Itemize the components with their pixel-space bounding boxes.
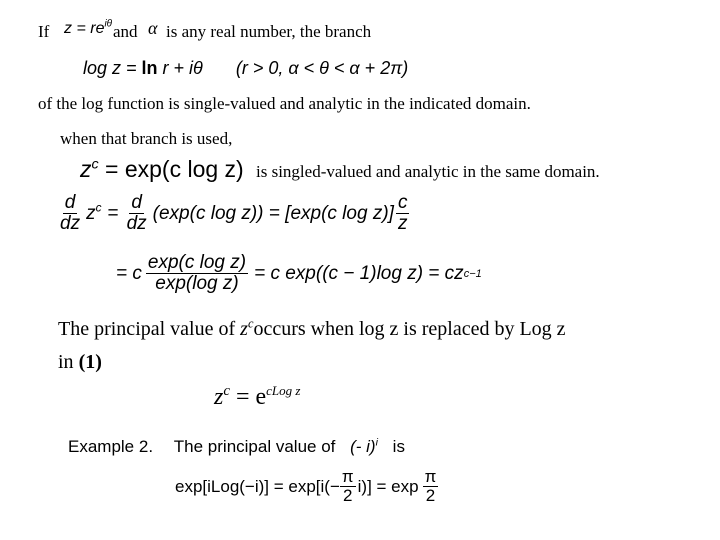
pi-over-two-1: $\frac{\pi}{2}$ <box>341 467 354 505</box>
zc-term: $z^c$ <box>86 201 102 224</box>
example-formula: exp[iLog(−i)] = exp[i(− $\frac{\pi}{2}$ i)] = exp $\frac{\pi}{2}$ <box>175 467 437 505</box>
equation-reference-line: in (1) <box>58 351 102 373</box>
branch-formula: log z = ln r + iθ (r > 0, α < θ < α + 2π) <box>83 58 409 78</box>
d-dz-fraction-2: $\frac{d}{dz}$ <box>126 192 147 234</box>
if-word: If <box>38 22 50 41</box>
branch-text: is any real number, the branch <box>166 22 372 41</box>
derivative-line-2: = c $\frac{\text{exp(c log z)}}{\text{exp(log z)}}$ = c exp((c − 1)log z) = cz c−1 <box>116 252 482 294</box>
example-expression: (- i)$^i$ <box>350 436 378 456</box>
alpha-symbol: α <box>148 18 158 38</box>
z-polar-form: $z = re^{i\theta}$ <box>64 18 113 37</box>
exp-ratio: $\frac{\text{exp(c log z)}}{\text{exp(log z)}}$ <box>147 252 247 294</box>
zc-definition: $z^c = \exp(c$ log z) <box>80 156 244 182</box>
equation-ref: (1) <box>78 351 102 373</box>
c-over-z: $\frac{c}{z}$ <box>397 192 408 234</box>
zc-definition-text: is singled-valued and analytic in the same domain. <box>256 162 600 181</box>
intro-line <box>38 18 372 42</box>
principal-value-line: The principal value of $z^coccurs$ when log z is replaced by Log z <box>58 316 566 340</box>
example-label: Example 2. <box>68 437 154 456</box>
pi-over-two-2: $\frac{\pi}{2}$ <box>424 467 437 505</box>
d-dz-fraction: $\frac{d}{dz}$ <box>60 192 81 234</box>
branch-condition: (r > 0, α < θ < α + 2π) <box>235 58 409 78</box>
branch-used-line: when that branch is used, <box>60 129 233 148</box>
and-word: and <box>113 22 138 41</box>
derivative-line-1: $\frac{d}{dz}$ $z^c$ = $\frac{d}{dz}$ (exp(c log z)) = [exp(c log z)] $\frac{c}{z}$ <box>60 192 408 234</box>
principal-value-formula: $z^c = e^{cLog z}$ <box>214 383 301 410</box>
example-line: Example 2. The principal value of (- i)$^i$ is <box>68 436 405 456</box>
single-valued-statement: of the log function is single-valued and analytic in the indicated domain. <box>38 94 531 113</box>
